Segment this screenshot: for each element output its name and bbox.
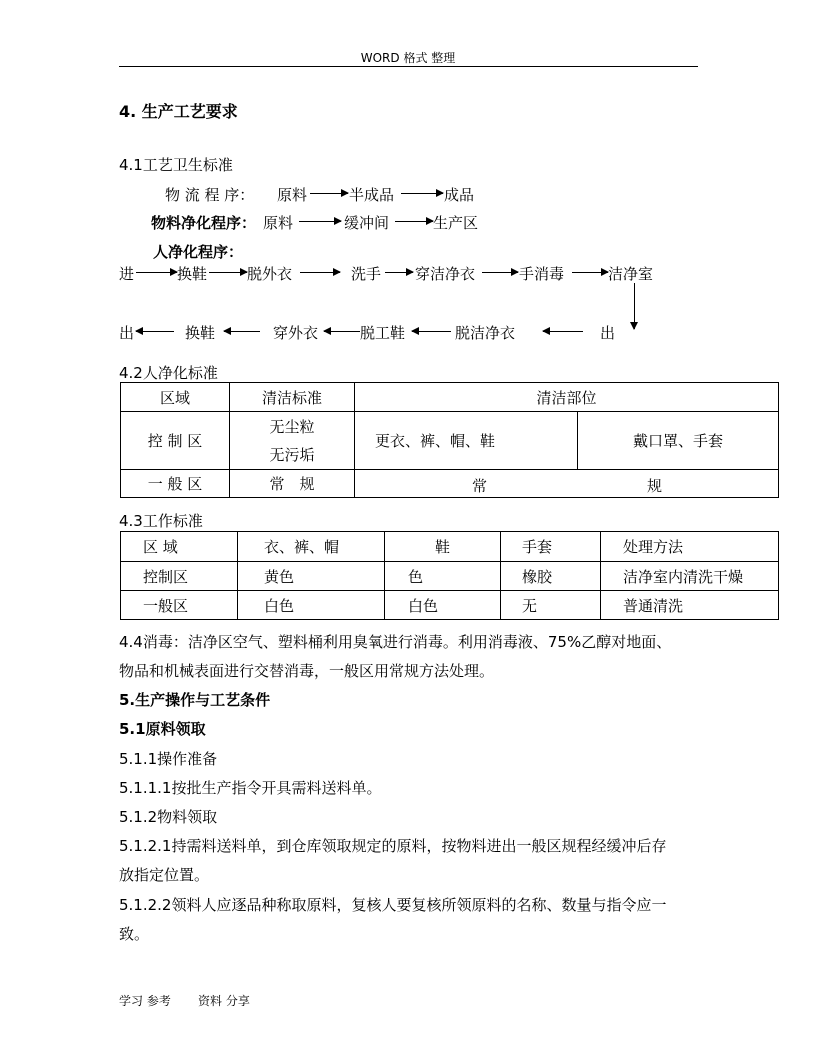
header-rule <box>119 66 698 67</box>
person-step: 洗手 <box>351 265 382 283</box>
section-4-3-title: 4.3工作标准 <box>119 512 203 530</box>
flow-arrow <box>209 272 247 273</box>
cell: 橡胶 <box>501 562 601 591</box>
flow-arrow <box>224 331 260 332</box>
person-step: 脱工鞋 <box>360 324 406 342</box>
person-step: 穿洁净衣 <box>415 265 476 283</box>
clean-step: 生产区 <box>433 214 479 232</box>
flow-arrow <box>136 272 177 273</box>
section-5-1-2: 5.1.2物料领取 <box>119 808 218 826</box>
control-zone: 控 制 区 <box>121 412 230 470</box>
section-5-1-2-1-line1: 5.1.2.1持需料送料单，到仓库领取规定的原料，按物料进出一般区规程经缓冲后存 <box>119 837 667 855</box>
section-5-1-2-1-line2: 放指定位置。 <box>119 866 210 884</box>
cell: 黄色 <box>238 562 385 591</box>
flow-down-arrow <box>634 283 635 329</box>
flow-step: 成品 <box>444 186 475 204</box>
cell: 白色 <box>238 591 385 620</box>
section-4-4-line1: 4.4消毒：洁净区空气、塑料桶利用臭氧进行消毒。利用消毒液、75%乙醇对地面、 <box>119 633 672 651</box>
material-clean-label: 物料净化程序： <box>151 214 257 232</box>
person-clean-table <box>120 382 779 498</box>
cell: 白色 <box>385 591 501 620</box>
cell: 色 <box>385 562 501 591</box>
flow-arrow <box>136 331 174 332</box>
standard-line: 无污垢 <box>269 445 315 464</box>
section-5-1-2-2-line2: 致。 <box>119 925 150 943</box>
flow-arrow <box>299 221 341 222</box>
person-step: 脱外衣 <box>247 265 293 283</box>
section-5-1-2-2-line1: 5.1.2.2领料人应逐品种称取原料，复核人要复核所领原料的名称、数量与指令应一 <box>119 896 667 914</box>
person-step: 换鞋 <box>185 324 216 342</box>
th-clothes: 衣、裤、帽 <box>238 532 385 562</box>
table-row <box>121 562 779 591</box>
flow-arrow <box>300 272 340 273</box>
footer-left: 学习 参考 <box>119 994 171 1008</box>
flow-arrow <box>395 221 433 222</box>
material-flow-label: 物 流 程 序： <box>165 186 255 204</box>
flow-step: 半成品 <box>349 186 395 204</box>
general-part1: 常 <box>472 477 488 495</box>
cell: 一般区 <box>121 591 238 620</box>
section-5-title: 5.生产操作与工艺条件 <box>119 691 271 709</box>
section-4-4-line2: 物品和机械表面进行交替消毒，一般区用常规方法处理。 <box>119 662 495 680</box>
th-standard: 清洁标准 <box>230 383 355 412</box>
general-zone: 一 般 区 <box>121 470 230 498</box>
cell: 普通清洗 <box>601 591 779 620</box>
person-step: 进 <box>119 265 135 283</box>
flow-arrow <box>310 193 348 194</box>
general-parts <box>355 470 779 498</box>
th-zone: 区 域 <box>121 532 238 562</box>
footer-right: 资料 分享 <box>198 994 250 1008</box>
work-standard-table <box>120 531 779 620</box>
cell: 控制区 <box>121 562 238 591</box>
page-header: WORD 格式 整理 <box>360 51 456 65</box>
flow-arrow <box>401 193 443 194</box>
control-part1: 更衣、裤、帽、鞋 <box>355 412 578 470</box>
general-standard: 常 规 <box>230 470 355 498</box>
flow-arrow <box>482 272 518 273</box>
section-4-2-title: 4.2人净化标准 <box>119 364 218 382</box>
th-zone: 区域 <box>121 383 230 412</box>
table-row <box>121 591 779 620</box>
person-step: 穿外衣 <box>273 324 319 342</box>
standard-line: 无尘粒 <box>269 417 315 436</box>
person-step: 出 <box>119 324 135 342</box>
section-5-1-1-1: 5.1.1.1按批生产指令开具需料送料单。 <box>119 779 382 797</box>
flow-arrow <box>543 331 583 332</box>
clean-step: 原料 <box>263 214 294 232</box>
cell: 无 <box>501 591 601 620</box>
flow-arrow <box>385 272 413 273</box>
person-step: 洁净室 <box>608 265 654 283</box>
section-4-title: 4. 生产工艺要求 <box>119 102 238 121</box>
flow-arrow <box>572 272 608 273</box>
section-5-1-1: 5.1.1操作准备 <box>119 750 218 768</box>
person-step: 换鞋 <box>177 265 208 283</box>
person-step: 手消毒 <box>519 265 565 283</box>
person-step: 出 <box>600 324 616 342</box>
general-part2: 规 <box>647 477 663 495</box>
flow-arrow <box>324 331 360 332</box>
section-5-1-title: 5.1原料领取 <box>119 720 206 738</box>
flow-step: 原料 <box>277 186 308 204</box>
control-part2: 戴口罩、手套 <box>578 412 779 470</box>
person-clean-label: 人净化程序： <box>153 243 244 261</box>
th-gloves: 手套 <box>501 532 601 562</box>
person-step: 脱洁净衣 <box>455 324 516 342</box>
cell: 洁净室内清洗干燥 <box>601 562 779 591</box>
control-standard <box>230 412 355 470</box>
section-4-1-title: 4.1工艺卫生标准 <box>119 156 233 174</box>
th-method: 处理方法 <box>601 532 779 562</box>
clean-step: 缓冲间 <box>344 214 390 232</box>
th-shoes: 鞋 <box>385 532 501 562</box>
flow-arrow <box>412 331 451 332</box>
th-parts: 清洁部位 <box>355 383 779 412</box>
